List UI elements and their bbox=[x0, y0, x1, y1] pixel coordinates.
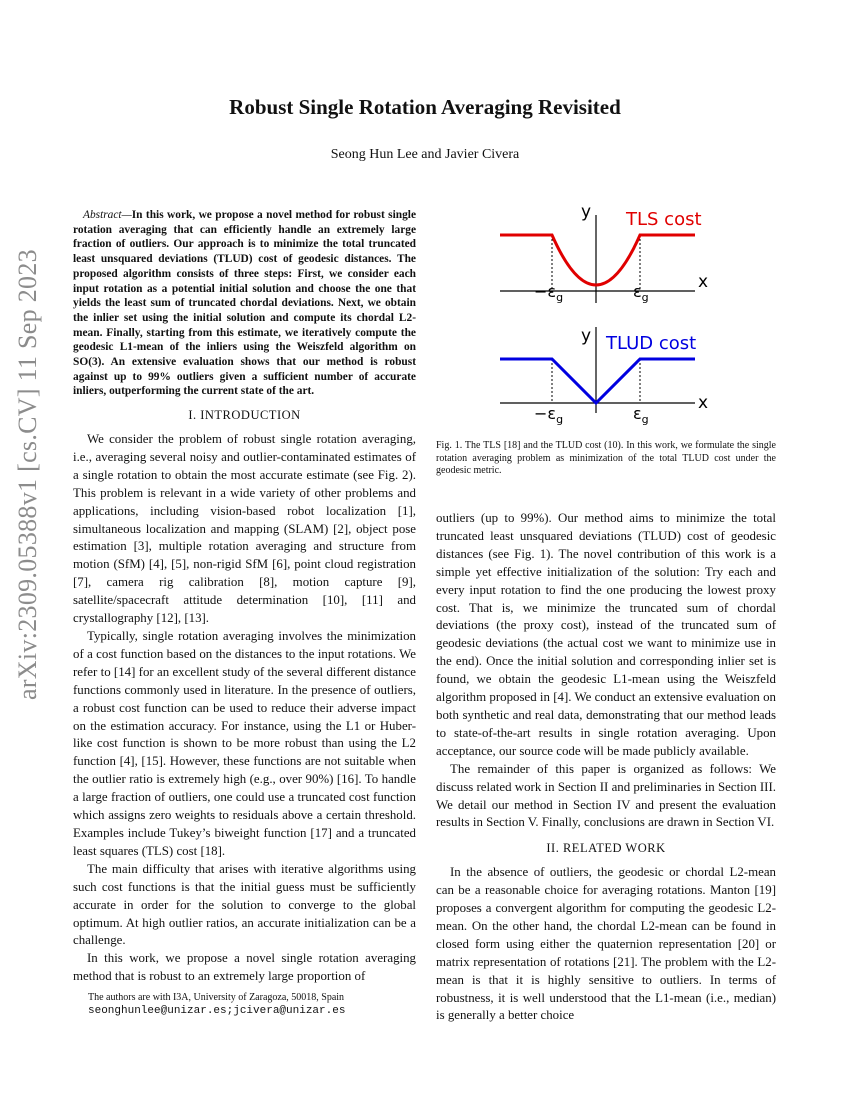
tls-y-label: y bbox=[581, 202, 592, 222]
tls-plot bbox=[500, 202, 708, 304]
tls-tick-pos: $\varepsilon_g$ bbox=[633, 282, 649, 304]
tlud-tick-neg: $-\varepsilon_g$ bbox=[534, 404, 564, 426]
footnote-emails: seonghunlee@unizar.es;jcivera@unizar.es bbox=[88, 1005, 346, 1017]
footnote-affiliation: The authors are with I3A, University of Zaragoza, 50018, Spain bbox=[88, 992, 345, 1003]
related-paragraph-1: In the absence of outliers, the geodesic or chordal L2-mean can be a reasonable choice for averaging rotations. Manton [19] proposes a convergent algorithm for computing the geodesic L2-mean. On the other hand, the chordal L2-mean can be found in closed form using either the quaternion representation [20] or matrix representation of rotations [21]. The problem with the L2-mean is that it is highly sensitive to outliers. In terms of robustness, it is well understood that the L1-mean (i.e., median) is generally a better choice bbox=[436, 865, 776, 1023]
abstract bbox=[73, 208, 416, 399]
left-column bbox=[73, 208, 416, 986]
tls-x-label: x bbox=[698, 272, 709, 292]
tlud-cost-label: TLUD cost bbox=[606, 333, 697, 354]
tlud-curve bbox=[500, 359, 695, 403]
arxiv-sidebar-stamp: arXiv:2309.05388v1 [cs.CV] 11 Sep 2023 bbox=[13, 249, 42, 700]
paper-authors: Seong Hun Lee and Javier Civera bbox=[330, 147, 520, 162]
intro-paragraph-2: Typically, single rotation averaging involves the minimization of a cost function based on the distances to the input rotations. We refer to [14] for an excellent study of the several different distance functions commonly used in literature. In the presence of outliers, a robust cost function can be used to reduce their adverse impact on the estimation accuracy. For instance, using the L1 or Huber-like cost function is shown to be more robust than using the L2 function [4], [15]. However, these functions are not suitable when the outlier ratio is extremely high (e.g., over 90%) [16]. To handle a large fraction of outliers, one could use a truncated cost function which assigns zero weights to residuals above a certain threshold. Examples include Tukey’s biweight function [17] and a truncated least squares (TLS) cost [18]. bbox=[73, 629, 416, 858]
tlud-tick-pos: $\varepsilon_g$ bbox=[633, 404, 649, 426]
abstract-label: Abstract— bbox=[83, 209, 132, 221]
abstract-text: In this work, we propose a novel method for robust single rotation averaging that can efficiently handle an extremely large fraction of outliers. Our approach is to minimize the total truncated least unsquared deviations (TLUD) cost of geodesic distances. The proposed algorithm consists of three steps: First, we consider each input rotation as a potential initial solution and choose the one that yields the least sum of truncated chordal deviations. Next, we obtain the inlier set using the initial solution and compute its chordal L2-mean. Finally, starting from this estimate, we iteratively compute the geodesic L1-mean of the inliers using the Weiszfeld algorithm on SO(3). An extensive evaluation shows that our method is robust against up to 99% outliers given a sufficient number of accurate inliers, outperforming the current state of the art. bbox=[73, 209, 416, 398]
tlud-y-label: y bbox=[581, 326, 592, 346]
right-paragraph-2: The remainder of this paper is organized as follows: We discuss related work in Section II and preliminaries in Section III. We detail our method in Section IV and present the evaluation results in Section V. Finally, conclusions are drawn in Section VI. bbox=[436, 761, 776, 830]
right-column bbox=[436, 510, 776, 1025]
intro-paragraph-1: We consider the problem of robust single rotation averaging, i.e., averaging several noisy and outlier-contaminated estimates of a single rotation to obtain the most accurate estimate (see Fig. 2). This problem is relevant in a wide variety of other problems and applications, including vision-based robot localization [1], simultaneous localization and mapping (SLAM) [2], object pose estimation [3], multiple rotation averaging and structure from motion (SfM) [4], [5], non-rigid SfM [6], point cloud registration [7], camera rig calibration [8], motion capture [9], satellite/spacecraft attitude determination [10], [11] and crystallography [12], [13]. bbox=[73, 432, 416, 626]
section-heading-introduction: I. INTRODUCTION bbox=[188, 408, 301, 423]
tls-cost-label: TLS cost bbox=[626, 209, 702, 230]
figure-1-caption: Fig. 1. The TLS [18] and the TLUD cost (10). In this work, we formulate the single rotation averaging problem as minimization of the total TLUD cost under the geodesic metric. bbox=[436, 440, 776, 476]
right-paragraph-1: outliers (up to 99%). Our method aims to minimize the total truncated least unsquared deviations (TLUD) cost of geodesic distances (see Fig. 1). The novel contribution of this work is a simple yet effective initialization of the solution: Try each and every input rotation to find the one producing the lowest proxy cost. That is, we minimize the truncated sum of chordal deviations (the proxy cost), instead of the truncated sum of geodesic deviations (the actual cost we want to minimize use in the end). Once the initial solution and corresponding inlier set is found, we obtain the geodesic L1-mean using the Weiszfeld algorithm proposed in [4]. We conduct an extensive evaluation on both synthetic and real data, demonstrating that our method leads to state-of-the-art results in single rotation averaging. Upon acceptance, our source code will be made publicly available. bbox=[436, 511, 776, 758]
paper-title: Robust Single Rotation Averaging Revisited bbox=[229, 95, 621, 119]
intro-paragraph-3: The main difficulty that arises with iterative algorithms using such cost functions is that the initial guess must be sufficiently accurate in order for the solution to converge to the global optimum. At high outlier ratios, an accurate initialization can be a challenge. bbox=[73, 861, 416, 948]
section-heading-related-work: II. RELATED WORK bbox=[546, 841, 666, 856]
tls-tick-neg: $-\varepsilon_g$ bbox=[534, 282, 564, 304]
figure-1-cost-functions bbox=[490, 195, 720, 435]
intro-paragraph-4: In this work, we propose a novel single rotation averaging method that is robust to an extremely large proportion of bbox=[73, 951, 416, 984]
tls-curve bbox=[500, 235, 695, 285]
tlud-x-label: x bbox=[698, 393, 709, 413]
tlud-plot bbox=[500, 326, 708, 426]
